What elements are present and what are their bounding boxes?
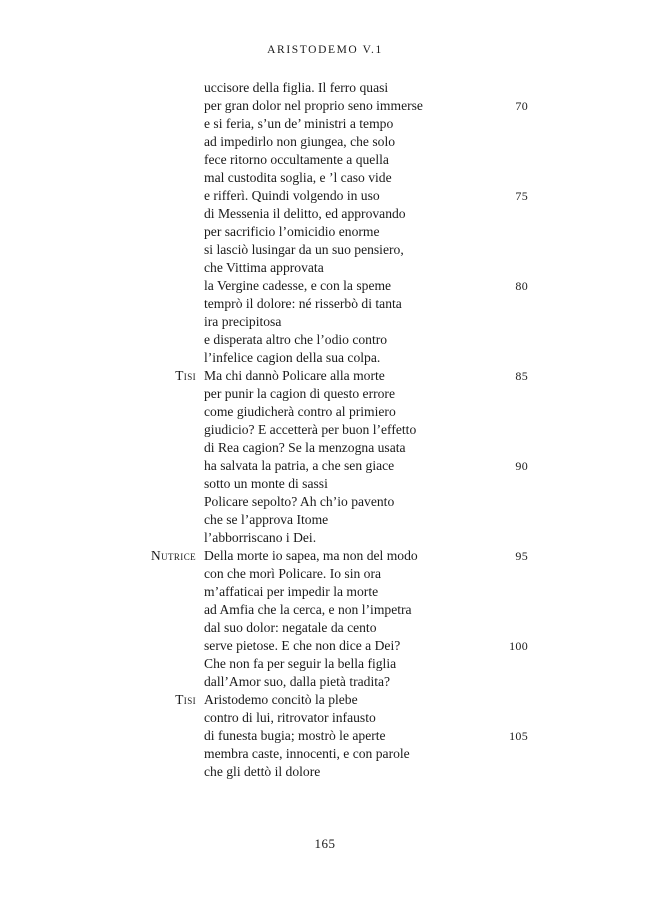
verse-text: ira precipitosa (204, 314, 282, 329)
verse-text: contro di lui, ritrovator infausto (204, 710, 376, 725)
verse-line (0, 763, 650, 781)
verse-text: e disperata altro che l’odio contro (204, 332, 388, 347)
verse-line (0, 709, 650, 727)
verse-text: di funesta bugia; mostrò le aperte (204, 728, 386, 743)
verse-text: Policare sepolto? Ah ch’io pavento (204, 494, 395, 509)
verse-text: Che non fa per seguir la bella figlia (204, 656, 397, 671)
verse-line (0, 511, 650, 529)
verse-text: per gran dolor nel proprio seno immerse (204, 98, 423, 113)
speaker-name: Tisi (175, 368, 196, 383)
verse-line (0, 169, 650, 187)
verse-text: ad Amfia che la cerca, e non l’impetra (204, 602, 412, 617)
verse-line (0, 655, 650, 673)
verse-line (0, 187, 650, 205)
verse-block (0, 79, 650, 781)
verse-text: si lasciò lusingar da un suo pensiero, (204, 242, 404, 257)
verse-text: e rifferì. Quindi volgendo in uso (204, 188, 380, 203)
line-number: 105 (509, 729, 528, 743)
verse-line (0, 97, 650, 115)
verse-line (0, 439, 650, 457)
verse-line (0, 403, 650, 421)
verse-line (0, 529, 650, 547)
verse-text: come giudicherà contro al primiero (204, 404, 396, 419)
verse-text: Aristodemo concitò la plebe (204, 692, 358, 707)
verse-line (0, 133, 650, 151)
verse-text: con che morì Policare. Io sin ora (204, 566, 382, 581)
verse-line (0, 367, 650, 385)
verse-text: serve pietose. E che non dice a Dei? (204, 638, 401, 653)
verse-line (0, 223, 650, 241)
verse-text: e si feria, s’un de’ ministri a tempo (204, 116, 394, 131)
verse-text: di Messenia il delitto, ed approvando (204, 206, 406, 221)
verse-line (0, 313, 650, 331)
verse-line (0, 565, 650, 583)
verse-text: temprò il dolore: né risserbò di tanta (204, 296, 402, 311)
verse-text: membra caste, innocenti, e con parole (204, 746, 410, 761)
verse-text: m’affaticai per impedir la morte (204, 584, 379, 599)
verse-text: ad impedirlo non giungea, che solo (204, 134, 396, 149)
verse-line (0, 385, 650, 403)
verse-text: mal custodita soglia, e ’l caso vide (204, 170, 392, 185)
verse-line (0, 259, 650, 277)
line-number: 100 (509, 639, 528, 653)
verse-line (0, 493, 650, 511)
verse-text: l’infelice cagion della sua colpa. (204, 350, 381, 365)
verse-line (0, 619, 650, 637)
verse-line (0, 79, 650, 97)
verse-text: fece ritorno occultamente a quella (204, 152, 389, 167)
line-number: 75 (515, 189, 528, 203)
verse-text: Della morte io sapea, ma non del modo (204, 548, 418, 563)
verse-text: uccisore della figlia. Il ferro quasi (204, 80, 389, 95)
verse-line (0, 457, 650, 475)
verse-text: dall’Amor suo, dalla pietà tradita? (204, 674, 391, 689)
verse-text: per punir la cagion di questo errore (204, 386, 395, 401)
verse-text: per sacrificio l’omicidio enorme (204, 224, 380, 239)
verse-line (0, 295, 650, 313)
verse-line (0, 331, 650, 349)
line-number: 95 (515, 549, 528, 563)
verse-line (0, 151, 650, 169)
verse-text: giudicio? E accetterà per buon l’effetto (204, 422, 417, 437)
verse-line (0, 601, 650, 619)
verse-line (0, 421, 650, 439)
verse-line (0, 745, 650, 763)
verse-text: Ma chi dannò Policare alla morte (204, 368, 385, 383)
verse-text: dal suo dolor: negatale da cento (204, 620, 377, 635)
speaker-name: Nutrice (151, 548, 196, 563)
verse-line (0, 691, 650, 709)
verse-text: che se l’approva Itome (204, 512, 329, 527)
verse-text: l’abborriscano i Dei. (204, 530, 317, 545)
verse-line (0, 241, 650, 259)
verse-line (0, 277, 650, 295)
page-number: 165 (314, 836, 336, 851)
verse-line (0, 637, 650, 655)
running-head: ARISTODEMO V.1 (267, 44, 383, 56)
verse-line (0, 475, 650, 493)
verse-line (0, 727, 650, 745)
verse-text: la Vergine cadesse, e con la speme (204, 278, 392, 293)
verse-line (0, 115, 650, 133)
verse-text: sotto un monte di sassi (204, 476, 328, 491)
verse-text: ha salvata la patria, a che sen giace (204, 458, 395, 473)
line-number: 85 (515, 369, 528, 383)
line-number: 70 (515, 99, 528, 113)
line-number: 90 (515, 459, 528, 473)
verse-line (0, 205, 650, 223)
speaker-name: Tisi (175, 692, 196, 707)
verse-text: che gli dettò il dolore (204, 764, 321, 779)
verse-line (0, 349, 650, 367)
line-number: 80 (515, 279, 528, 293)
verse-text: di Rea cagion? Se la menzogna usata (204, 440, 406, 455)
verse-line (0, 547, 650, 565)
verse-line (0, 583, 650, 601)
verse-text: che Vittima approvata (204, 260, 324, 275)
verse-line (0, 673, 650, 691)
